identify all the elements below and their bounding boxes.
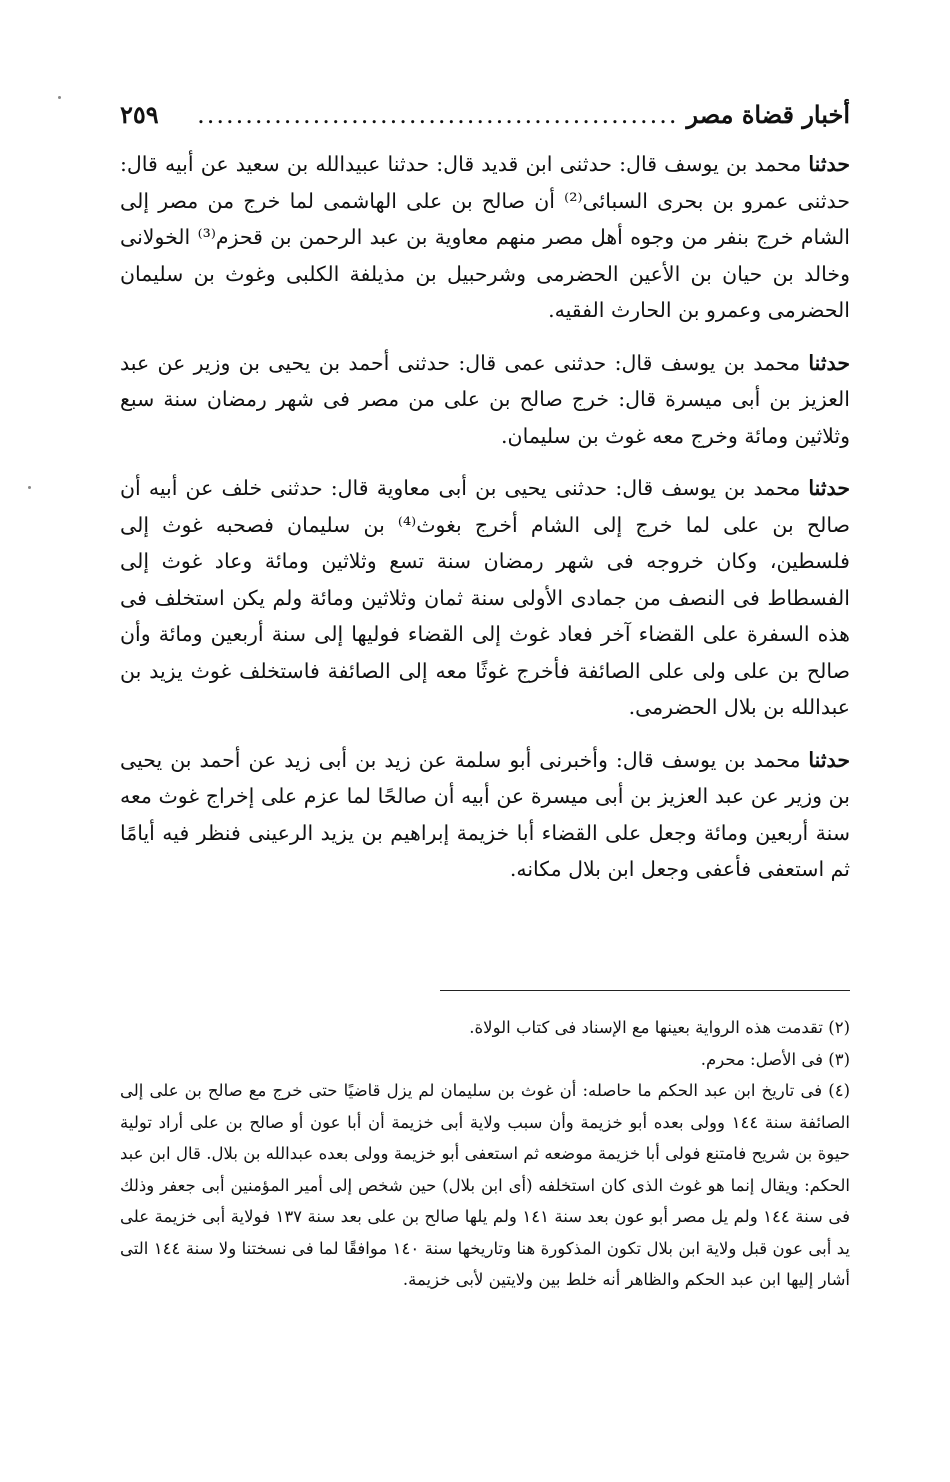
- page-number: ٢٥٩: [120, 100, 159, 129]
- leader-dots: ..................................................: [197, 101, 679, 129]
- footnote: (٢) تقدمت هذه الرواية بعينها مع الإسناد فى كتاب الولاة.: [469, 1018, 850, 1037]
- scan-speck: [28, 486, 31, 489]
- paragraph-lead: حدثنا: [808, 476, 850, 500]
- paragraph: [120, 742, 850, 888]
- scan-speck: [58, 96, 61, 99]
- paragraph: [120, 470, 850, 726]
- paragraph: [120, 146, 850, 329]
- paragraph-lead: حدثنا: [808, 152, 850, 176]
- paragraph-lead: حدثنا: [808, 350, 850, 375]
- paragraph-text: محمد بن يوسف قال: وأخبرنى أبو سلمة عن زيد بن أبى زيد عن أحمد بن يحيى بن وزير عن عبد العزيز بن أبى ميسرة عن أبيه أن صالحًا لما عزم على إخراج غوث معه سنة أربعين ومائة وجعل على القضاء أبا خزيمة إبراهيم بن يزيد الرعينى فنظر فيه أيامًا ثم استعفى فأعفى وجعل ابن بلال مكانه.: [120, 747, 850, 881]
- main-text: [120, 146, 850, 904]
- footnote-divider: [440, 990, 850, 991]
- paragraph-text: محمد بن يوسف قال: حدثنى ابن قديد قال: حدثنا عبيدالله بن سعيد عن أبيه قال: حدثنى عمرو بن بحرى السبائى⁽²⁾ أن صالح بن على الهاشمى لما خرج من مصر إلى الشام خرج بنفر من وجوه أهل مصر منهم معاوية بن عبد الرحمن بن قحزم⁽³⁾ الخولانى وخالد بن حيان بن الأعين الحضرمى وشرحبيل بن مذيلفة الكلبى وغوث بن سليمان الحضرمى وعمرو بن الحارث الفقيه.: [120, 152, 850, 322]
- paragraph-text: محمد بن يوسف قال: حدثنى يحيى بن أبى معاوية قال: حدثنى خلف عن أبيه أن صالح بن على لما خرج إلى الشام أخرج بغوث⁽⁴⁾ بن سليمان فصحبه غوث إلى فلسطين، وكان خروجه فى شهر رمضان سنة تسع وثلاثين ومائة وعاد غوث إلى الفسطاط فى النصف من جمادى الأولى سنة ثمان وثلاثين ومائة ولم يكن استخلف فى هذه السفرة على القضاء آخر فعاد غوث إلى القضاء فوليها إلى سنة أربعين ومائة وأن صالح بن على ولى على الصائفة فأخرج غوثًا معه إلى الصائفة فاستخلف غوث يزيد بن عبدالله بن بلال الحضرمى.: [120, 476, 850, 719]
- footnote: (٤) فى تاريخ ابن عبد الحكم ما حاصله: أن غوث بن سليمان لم يزل قاضيًا حتى خرج مع صالح بن على إلى الصائفة سنة ١٤٤ وولى بعده أبو خزيمة وأن سبب ولاية أبى خزيمة أن أبا عون أو صالح بن على أراد تولية حيوة بن شريح فامتنع فولى أبا خزيمة موضعه ثم استعفى أبو خزيمة وولى بعده عبدالله بن بلال. قال ابن عبد الحكم: ويقال إنما هو غوث الذى كان استخلفه (أى ابن بلال) حين شخص إلى أمير المؤمنين أبى جعفر وذلك فى سنة ١٤٤ ولم يل مصر أبو عون بعد سنة ١٤١ ولم يلها صالح بن على بعد سنة ١٣٧ فولاية أبى خزيمة على يد أبى عون قبل ولاية ابن بلال تكون المذكورة هنا وتاريخها سنة ١٤٠ موافقًا لما فى نسختنا ولا سنة ١٤٤ التى أشار إليها ابن عبد الحكم والظاهر أنه خلط بين ولايتين لأبى خزيمة.: [120, 1081, 851, 1289]
- paragraph-text: محمد بن يوسف قال: حدثنى عمى قال: حدثنى أحمد بن يحيى بن وزير عن عبد العزيز بن أبى ميسرة قال: خرج صالح بن على من مصر فى شهر رمضان سنة سبع وثلاثين ومائة وخرج معه غوث بن سليمان.: [120, 350, 850, 448]
- paragraph: [120, 345, 850, 455]
- footnotes: [120, 1012, 850, 1296]
- footnote: (٣) فى الأصل: محرم.: [700, 1049, 850, 1069]
- running-title: أخبار قضاة مصر: [686, 100, 850, 129]
- running-header: [120, 100, 850, 129]
- paragraph-lead: حدثنا: [808, 747, 850, 772]
